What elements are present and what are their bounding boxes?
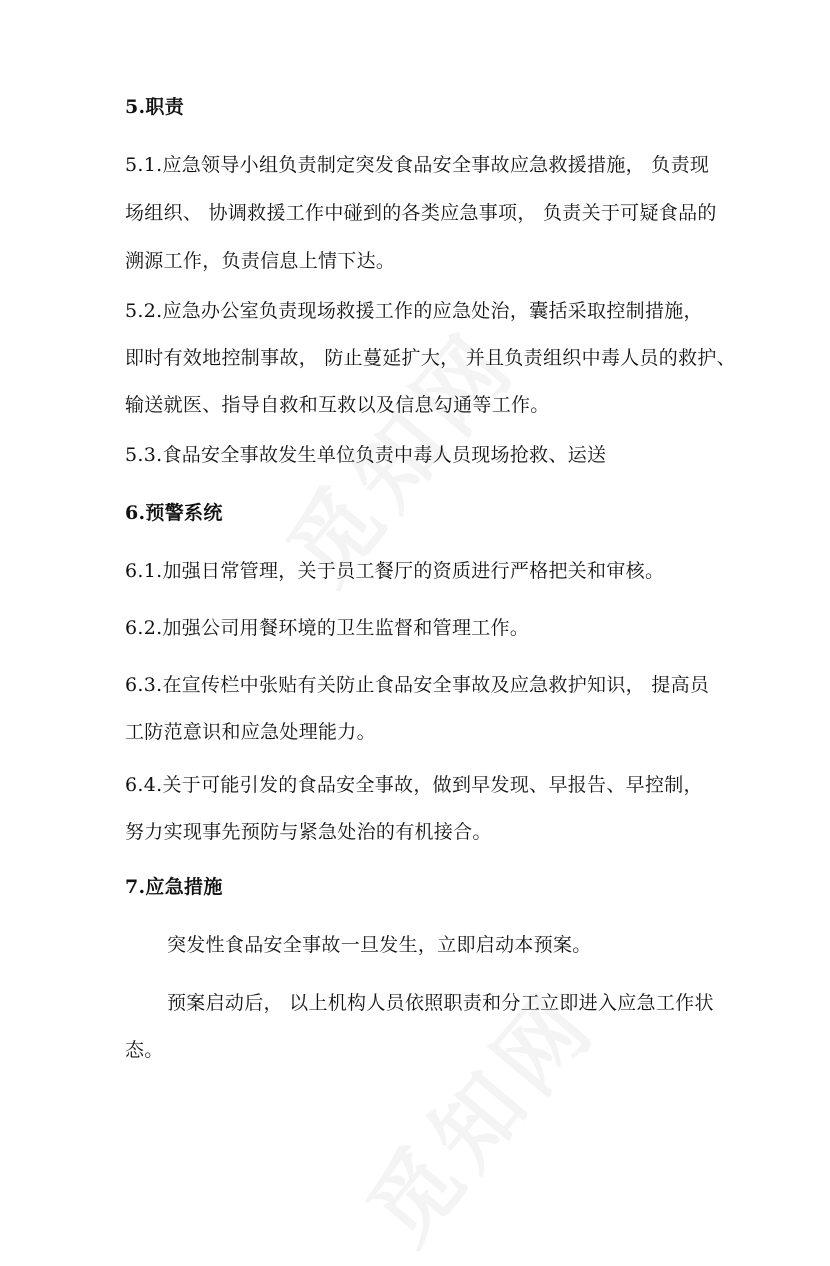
- paragraph-line: 5.2.应急办公室负责现场救援工作的应急处治，囊括采取控制措施，: [125, 300, 703, 322]
- paragraph-line: 6.1.加强日常管理，关于员工餐厅的资质进行严格把关和审核。: [125, 560, 665, 582]
- section-heading: 5.职责: [125, 96, 185, 118]
- paragraph-line: 6.4.关于可能引发的食品安全事故，做到早发现、早报告、早控制，: [125, 774, 703, 796]
- paragraph-line: 溯源工作，负责信息上情下达。: [125, 250, 396, 272]
- paragraph-line: 6.2.加强公司用餐环境的卫生监督和管理工作。: [125, 617, 530, 639]
- paragraph-line: 即时有效地控制事故， 防止蔓延扩大， 并且负责组织中毒人员的救护、: [125, 347, 736, 369]
- paragraph-line: 5.1.应急领导小组负责制定突发食品安全事故应急救援措施， 负责现: [125, 154, 710, 176]
- section-heading: 6.预警系统: [125, 502, 223, 524]
- paragraph-line: 工防范意识和应急处理能力。: [125, 721, 376, 743]
- paragraph-line: 态。: [125, 1039, 164, 1061]
- section-heading: 7.应急措施: [125, 876, 223, 898]
- paragraph-line: 6.3.在宣传栏中张贴有关防止食品安全事故及应急救护知识， 提高员: [125, 674, 710, 696]
- paragraph-line: 场组织、 协调救援工作中碰到的各类应急事项， 负责关于可疑食品的: [125, 202, 717, 224]
- paragraph-line: 5.3.食品安全事故发生单位负责中毒人员现场抢救、运送: [125, 444, 607, 466]
- paragraph-line: 努力实现事先预防与紧急处治的有机接合。: [125, 821, 492, 843]
- paragraph-line: 预案启动后， 以上机构人员依照职责和分工立即进入应急工作状: [167, 992, 714, 1014]
- paragraph-line: 突发性食品安全事故一旦发生，立即启动本预案。: [167, 934, 592, 956]
- paragraph-line: 输送就医、指导自救和互救以及信息勾通等工作。: [125, 394, 550, 416]
